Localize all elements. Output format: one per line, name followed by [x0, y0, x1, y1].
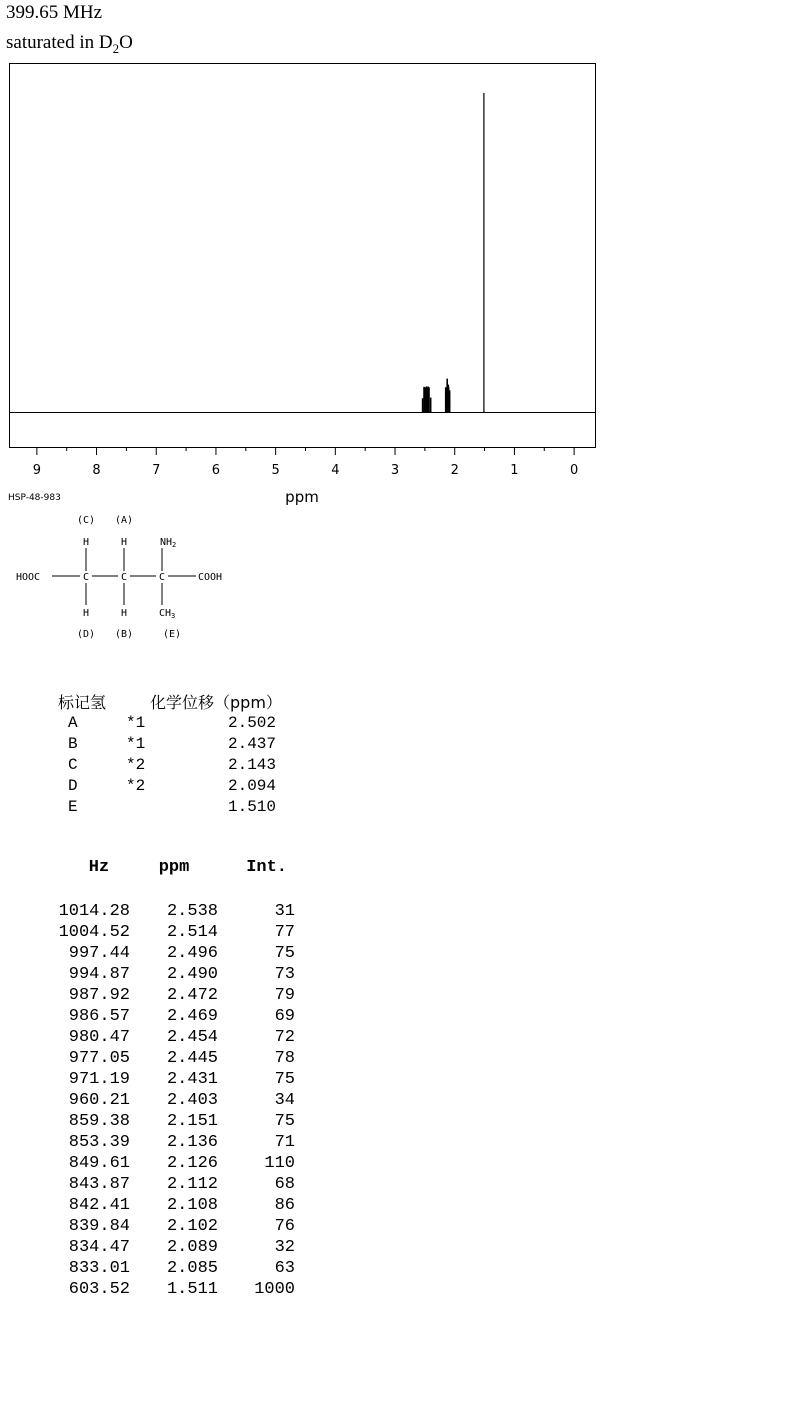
cell-hz: 986.57	[68, 1007, 130, 1026]
assignment-shift: 2.094	[227, 777, 276, 795]
table-row	[40, 1154, 295, 1175]
nh2-text: NH	[160, 537, 173, 548]
cell-ppm: 2.136	[166, 1133, 218, 1152]
label-b: (B)	[114, 629, 134, 640]
cell-hz: 997.44	[68, 944, 130, 963]
table-row	[40, 902, 295, 923]
table-row	[40, 944, 295, 965]
cell-hz: 971.19	[68, 1070, 130, 1089]
cell-ppm: 2.496	[166, 944, 218, 963]
cell-ppm: 2.538	[166, 902, 218, 921]
cell-ppm: 2.514	[166, 923, 218, 942]
cell-hz: 839.84	[68, 1217, 130, 1236]
peak-table	[40, 858, 295, 1301]
cell-hz: 603.52	[68, 1280, 130, 1299]
cell-int: 71	[274, 1133, 295, 1152]
molecule-structure	[0, 505, 260, 645]
assignment-note: *1	[126, 714, 146, 732]
cell-ppm: 2.085	[166, 1259, 218, 1278]
col-ppm: ppm	[158, 858, 190, 877]
cell-hz: 859.38	[68, 1112, 130, 1131]
nmr-spectrum-chart	[0, 0, 794, 510]
atom-c1: C	[82, 572, 90, 583]
label-c: (C)	[76, 515, 96, 526]
table-row	[40, 1133, 295, 1154]
assignment-note: *2	[126, 756, 146, 774]
table-row	[40, 1070, 295, 1091]
assignment-table	[58, 690, 282, 819]
spectrometer-frequency: 399.65 MHz	[6, 2, 103, 23]
table-row	[40, 1112, 295, 1133]
cell-int: 75	[274, 1112, 295, 1131]
nh2-subscript: 2	[172, 541, 177, 549]
peak-marks	[423, 93, 484, 412]
cell-ppm: 2.431	[166, 1070, 218, 1089]
cell-int: 68	[274, 1175, 295, 1194]
atom-c3: C	[158, 572, 166, 583]
cell-int: 73	[274, 965, 295, 984]
x-axis	[33, 447, 579, 478]
cell-ppm: 2.403	[166, 1091, 218, 1110]
cell-hz: 980.47	[68, 1028, 130, 1047]
group-hooc: HOOC	[16, 572, 41, 583]
cell-ppm: 1.511	[166, 1280, 218, 1299]
table-row	[40, 1175, 295, 1196]
cell-hz: 853.39	[68, 1133, 130, 1152]
cell-int: 76	[274, 1217, 295, 1236]
solvent-suffix: O	[119, 32, 133, 53]
cell-ppm: 2.469	[166, 1007, 218, 1026]
assignment-shift: 2.502	[227, 714, 276, 732]
table-row	[40, 1259, 295, 1280]
assignment-label: D	[68, 777, 78, 795]
cell-ppm: 2.454	[166, 1028, 218, 1047]
assignment-row	[58, 714, 282, 735]
cell-int: 1000	[254, 1280, 295, 1299]
solvent-subscript: 2	[112, 40, 120, 56]
plot-frame	[10, 64, 596, 448]
cell-hz: 843.87	[68, 1175, 130, 1194]
col-hz	[40, 858, 130, 902]
cell-ppm: 2.112	[166, 1175, 218, 1194]
x-tick-label: 8	[92, 463, 101, 478]
assignment-shift: 1.510	[227, 798, 276, 816]
x-tick-label: 4	[331, 463, 340, 478]
header-label: 标记氢	[58, 693, 107, 712]
assignment-shift: 2.143	[227, 756, 276, 774]
cell-ppm: 2.472	[166, 986, 218, 1005]
peak-rows	[40, 902, 295, 1301]
cell-int: 79	[274, 986, 295, 1005]
assignment-row	[58, 777, 282, 798]
group-cooh: COOH	[198, 572, 223, 583]
table-row	[40, 1280, 295, 1301]
atom-h-a: H	[120, 537, 128, 548]
cell-hz: 833.01	[68, 1259, 130, 1278]
cell-ppm: 2.490	[166, 965, 218, 984]
label-e: (E)	[162, 629, 182, 640]
cell-hz: 1014.28	[58, 902, 130, 921]
table-row	[40, 965, 295, 986]
assignment-rows	[58, 714, 282, 819]
cell-int: 63	[274, 1259, 295, 1278]
peak-table-header	[40, 858, 295, 902]
x-tick-label: 2	[450, 463, 459, 478]
cell-hz: 994.87	[68, 965, 130, 984]
cell-ppm: 2.445	[166, 1049, 218, 1068]
cell-int: 72	[274, 1028, 295, 1047]
atom-h-c: H	[82, 537, 90, 548]
assignment-row	[58, 756, 282, 777]
assignment-row	[58, 735, 282, 756]
cell-int: 110	[264, 1154, 295, 1173]
table-row	[40, 1238, 295, 1259]
x-tick-label: 5	[271, 463, 280, 478]
assignment-label: E	[68, 798, 78, 816]
table-row	[40, 986, 295, 1007]
cell-int: 75	[274, 1070, 295, 1089]
ch3-subscript: 3	[171, 612, 176, 620]
header-shift: 化学位移（ppm）	[150, 693, 282, 712]
assignment-note: *1	[126, 735, 146, 753]
cell-int: 86	[274, 1196, 295, 1215]
assignment-shift: 2.437	[227, 735, 276, 753]
label-d: (D)	[76, 629, 96, 640]
atom-c2: C	[120, 572, 128, 583]
table-row	[40, 1196, 295, 1217]
atom-h-d: H	[82, 608, 90, 619]
assignment-label: B	[68, 735, 78, 753]
cell-hz: 1004.52	[58, 923, 130, 942]
assignment-label: C	[68, 756, 78, 774]
cell-ppm: 2.126	[166, 1154, 218, 1173]
cell-hz: 960.21	[68, 1091, 130, 1110]
cell-hz: 987.92	[68, 986, 130, 1005]
cell-int: 32	[274, 1238, 295, 1257]
x-axis-label: ppm	[285, 488, 319, 506]
ch3-text: CH	[159, 608, 172, 619]
table-row	[40, 1091, 295, 1112]
solvent-prefix: saturated in D	[6, 32, 113, 53]
label-a: (A)	[114, 515, 134, 526]
x-tick-label: 7	[152, 463, 161, 478]
cell-int: 31	[274, 902, 295, 921]
table-row	[40, 923, 295, 944]
table-row	[40, 1217, 295, 1238]
cell-hz: 834.47	[68, 1238, 130, 1257]
cell-hz: 842.41	[68, 1196, 130, 1215]
x-tick-label: 1	[510, 463, 519, 478]
cell-ppm: 2.089	[166, 1238, 218, 1257]
table-row	[40, 1028, 295, 1049]
x-tick-label: 6	[211, 463, 221, 478]
table-row	[40, 1049, 295, 1070]
x-tick-label: 0	[569, 463, 579, 478]
sample-code: HSP-48-983	[8, 493, 61, 503]
col-int: Int.	[246, 858, 287, 877]
table-row	[40, 1007, 295, 1028]
cell-ppm: 2.108	[166, 1196, 218, 1215]
col-hz-label: Hz	[88, 858, 110, 877]
x-tick-label: 3	[390, 463, 400, 478]
cell-hz: 849.61	[68, 1154, 130, 1173]
x-tick-label: 9	[32, 463, 42, 478]
assignment-note: *2	[126, 777, 146, 795]
group-ch3	[159, 608, 175, 620]
group-nh2	[160, 537, 176, 549]
cell-int: 78	[274, 1049, 295, 1068]
cell-hz: 977.05	[68, 1049, 130, 1068]
cell-int: 75	[274, 944, 295, 963]
cell-int: 34	[274, 1091, 295, 1110]
assignment-note	[126, 798, 186, 819]
cell-ppm: 2.102	[166, 1217, 218, 1236]
cell-int: 77	[274, 923, 295, 942]
assignment-header	[58, 690, 282, 714]
assignment-row	[58, 798, 282, 819]
cell-ppm: 2.151	[166, 1112, 218, 1131]
cell-int: 69	[274, 1007, 295, 1026]
assignment-label: A	[68, 714, 78, 732]
atom-h-b: H	[120, 608, 128, 619]
